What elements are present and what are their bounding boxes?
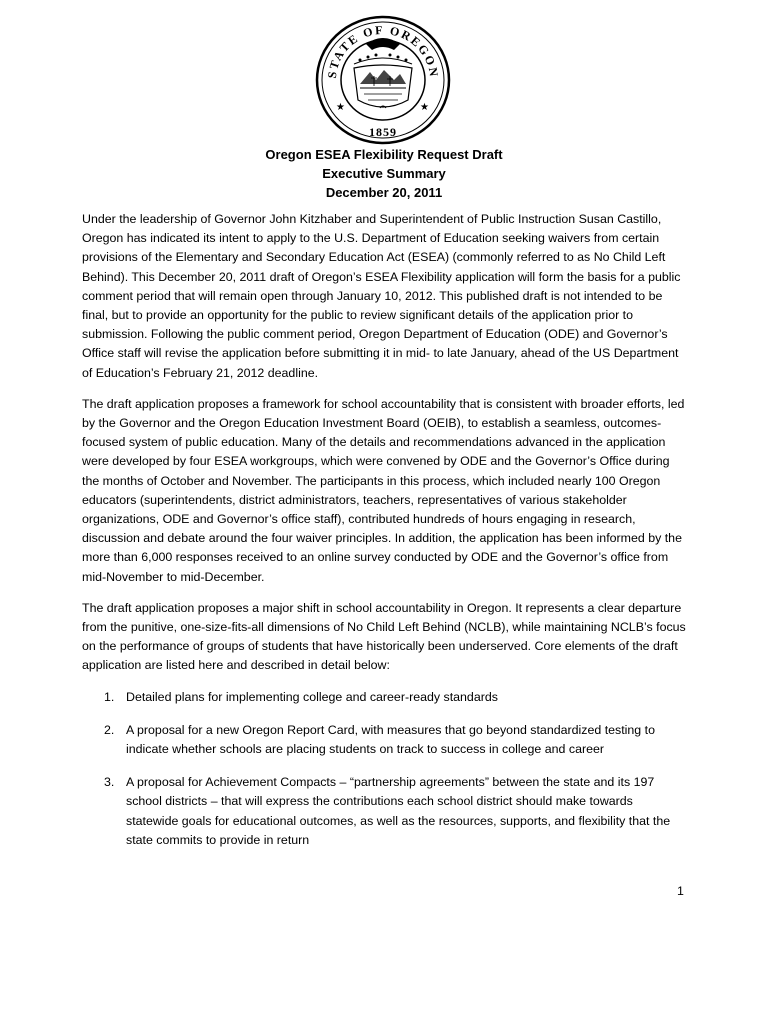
list-item	[82, 773, 688, 850]
list-item	[82, 688, 688, 707]
core-elements-list	[82, 688, 688, 850]
document-title: Oregon ESEA Flexibility Request Draft	[265, 147, 503, 162]
paragraph-3: The draft application proposes a major shift in school accountability in Oregon. It represents a clear departure from the punitive, one-size-fits-all dimensions of No Child Left Behind (NCLB), while maintaining NCLB’s focus on the performance of groups of students that have historically been underserved. Core elements of the draft application are listed here and described in detail below:	[82, 600, 686, 673]
paragraph-1: Under the leadership of Governor John Kitzhaber and Superintendent of Public Instruction Susan Castillo, Oregon has indicated its intent to apply to the U.S. Department of Education seeking waivers from certain provisions of the Elementary and Secondary Education Act (ESEA) (commonly referred to as No Child Left Behind). This December 20, 2011 draft of Oregon’s ESEA Flexibility application will form the basis for a public comment period that will remain open through January 10, 2012. This published draft is not intended to be final, but to provide an opportunity for the public to review significant details of the application prior to submission. Following the public comment period, Oregon Department of Education (ODE) and Governor’s Office staff will revise the application before submitting it in mid- to late January, ahead of the US Department of Education’s February 21, 2012 deadline.	[82, 212, 681, 380]
seal-year: 1859	[369, 125, 397, 139]
list-item-text: Detailed plans for implementing college and career-ready standards	[126, 689, 498, 704]
document-date: December 20, 2011	[325, 185, 443, 200]
document-body	[82, 210, 688, 864]
state-seal-icon	[314, 14, 452, 146]
svg-text:★: ★	[336, 102, 345, 113]
svg-text:★: ★	[420, 102, 429, 113]
list-item-number: 1.	[104, 689, 115, 704]
state-seal	[314, 14, 452, 146]
seal-emblem	[354, 38, 412, 108]
paragraph-2: The draft application proposes a framework for school accountability that is consistent with broader efforts, led by the Governor and the Oregon Education Investment Board (OEIB), to establish a seamless, outcomes-focused system of public education. Many of the details and recommendations advanced in the application were developed by four ESEA workgroups, which were convened by ODE and the Governor’s Office during the months of October and November. The participants in this process, which included nearly 100 Oregon educators (superintendents, district administrators, teachers, representatives of various stakeholder organizations, ODE and Governor’s office staff), contributed hundreds of hours engaging in research, discussion and debate around the four waiver principles. In addition, the application has been informed by the more than 6,000 responses received to an online survey conducted by ODE and the Governor’s office from mid-November to mid-December.	[82, 396, 685, 584]
page-number: 1	[677, 884, 684, 898]
seal-title: STATE OF OREGON	[324, 22, 442, 80]
list-item-text: A proposal for a new Oregon Report Card, with measures that go beyond standardized testing to indicate whether schools are placing students on track to success in college and career	[126, 722, 655, 757]
list-item-text: A proposal for Achievement Compacts – “partnership agreements” between the state and its 197 school districts – that will express the contributions each school district should make towards statewide goals for educational outcomes, as well as the resources, supports, and flexibility that the state commits to provide in return	[126, 775, 671, 847]
list-item-number: 2.	[104, 722, 115, 737]
document-subtitle: Executive Summary	[322, 166, 446, 181]
list-item	[82, 721, 688, 759]
list-item-number: 3.	[104, 775, 115, 790]
